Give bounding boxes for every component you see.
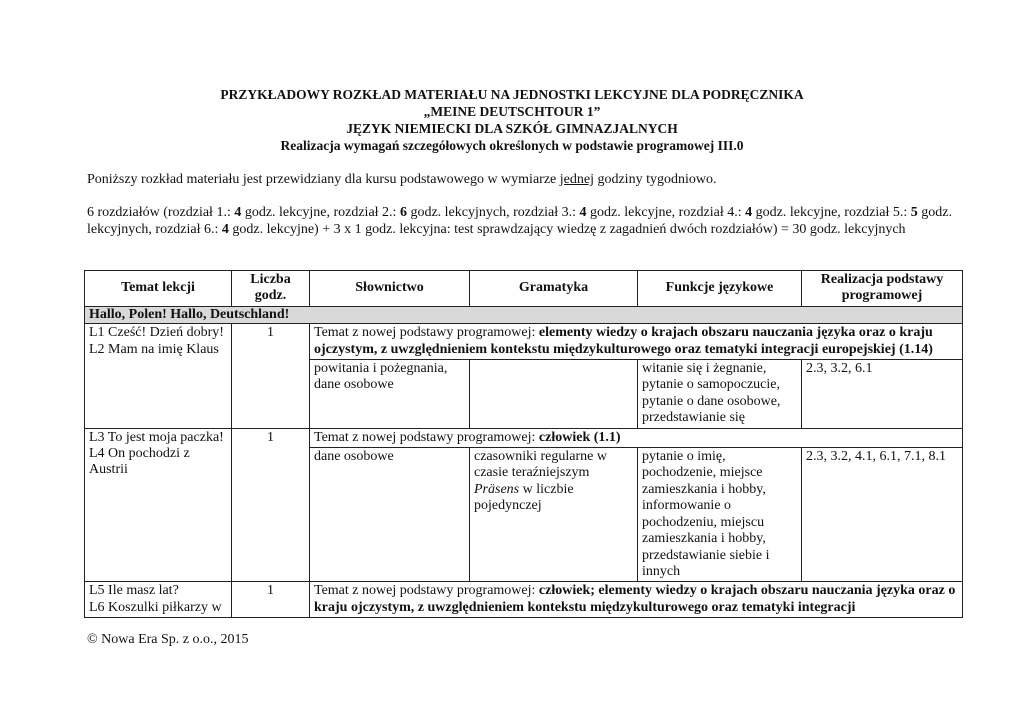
counts-text: 6 rozdziałów (rozdział 1.: <box>87 205 235 220</box>
table-header-row <box>85 271 963 307</box>
hours-cell: 1 <box>232 324 310 428</box>
header-cell-vocab: Słownictwo <box>310 271 470 307</box>
topic-cell <box>310 324 963 360</box>
table-row <box>85 428 963 447</box>
lesson-plan-table <box>84 270 963 618</box>
hours-cell: 1 <box>232 582 310 618</box>
intro-underlined: jednej <box>559 172 594 187</box>
header-cell-topic: Temat lekcji <box>85 271 232 307</box>
section-title: Hallo, Polen! Hallo, Deutschland! <box>85 306 963 323</box>
topic-prefix: Temat z nowej podstawy programowej: <box>314 429 539 445</box>
functions-cell: pytanie o imię, pochodzenie, miejsce zamieszkania i hobby, informowanie o pochodzeniu, miejscu zamieszkania i hobby, przedstawianie siebie i innych <box>638 448 802 582</box>
counts-number: 4 <box>745 205 753 220</box>
counts-text: godz. lekcyjne, rozdział 2.: <box>241 205 400 220</box>
section-row <box>85 306 963 323</box>
functions-cell: witanie się i żegnanie, pytanie o samopoczucie, pytanie o dane osobowe, przedstawianie się <box>638 360 802 429</box>
header-line-1: PRZYKŁADOWY ROZKŁAD MATERIAŁU NA JEDNOSTKI LEKCYJNE DLA PODRĘCZNIKA <box>220 87 804 102</box>
table-row <box>85 324 963 360</box>
counts-number: 4 <box>579 205 587 220</box>
intro-before: Poniższy rozkład materiału jest przewidziany dla kursu podstawowego w wymiarze <box>87 172 560 187</box>
counts-text: godz. lekcyjnych, rozdział 6.: <box>87 205 952 237</box>
intro-after: godziny tygodniowo. <box>593 172 717 187</box>
topic-cell <box>310 582 963 618</box>
topic-text: elementy wiedzy o krajach obszaru nauczania języka oraz o kraju ojczystym, z uwzględnieniem kontekstu międzykulturowego oraz tematyki integracji europejskiej (1.14) <box>314 325 933 357</box>
grammar-text: czasowniki regularne w czasie teraźniejszym <box>474 449 607 481</box>
lesson-cell <box>85 324 232 428</box>
lesson-title: L6 Koszulki piłkarzy w <box>89 599 222 615</box>
counts-text: godz. lekcyjne, rozdział 5.: <box>752 205 911 220</box>
lesson-title: L3 To jest moja paczka! <box>89 429 224 445</box>
vocab-cell: dane osobowe <box>310 448 470 582</box>
lesson-title: L4 On pochodzi z Austrii <box>89 446 190 478</box>
hours-paragraph <box>87 204 967 238</box>
counts-number: 4 <box>221 222 229 237</box>
grammar-cell <box>470 448 638 582</box>
header-line-2: „MEINE DEUTSCHTOUR 1” <box>423 104 601 119</box>
lesson-cell <box>85 428 232 582</box>
topic-prefix: Temat z nowej podstawy programowej: <box>314 325 539 341</box>
header-cell-functions: Funkcje językowe <box>638 271 802 307</box>
grammar-text: w liczbie pojedynczej <box>474 481 574 514</box>
lesson-title: L5 Ile masz lat? <box>89 583 179 599</box>
header-cell-hours: Liczba godz. <box>232 271 310 307</box>
counts-text: godz. lekcyjne) + 3 x 1 godz. lekcyjna: test sprawdzający wiedzę z zagadnień dwóch rozdziałów) = 30 godz. lekcyjnych <box>228 222 906 237</box>
vocab-cell: powitania i pożegnania, dane osobowe <box>310 360 470 429</box>
counts-number: 4 <box>234 205 242 220</box>
counts-number: 5 <box>910 205 918 220</box>
topic-prefix: Temat z nowej podstawy programowej: <box>314 583 539 599</box>
lesson-title: L2 Mam na imię Klaus <box>89 341 219 357</box>
header-cell-curriculum: Realizacja podstawy programowej <box>802 271 963 307</box>
table-row <box>85 582 963 618</box>
topic-text: człowiek; elementy wiedzy o krajach obszaru nauczania języka oraz o kraju ojczystym, z uwzględnieniem kontekstu międzykulturowego oraz tematyki integracji <box>314 583 956 615</box>
lesson-title: L1 Cześć! Dzień dobry! <box>89 325 224 341</box>
curriculum-cell: 2.3, 3.2, 6.1 <box>802 360 963 429</box>
grammar-term: Präsens <box>474 481 520 497</box>
grammar-cell <box>470 360 638 429</box>
header-cell-grammar: Gramatyka <box>470 271 638 307</box>
document-header <box>0 86 1024 154</box>
intro-paragraph <box>87 171 967 188</box>
counts-text: godz. lekcyjne, rozdział 4.: <box>586 205 746 220</box>
header-line-3: JĘZYK NIEMIECKI DLA SZKÓŁ GIMNAZJALNYCH <box>346 121 678 136</box>
counts-number: 6 <box>399 205 407 220</box>
hours-cell: 1 <box>232 428 310 582</box>
counts-text: godz. lekcyjnych, rozdział 3.: <box>406 205 580 220</box>
topic-text: człowiek (1.1) <box>538 429 621 445</box>
curriculum-cell: 2.3, 3.2, 4.1, 6.1, 7.1, 8.1 <box>802 448 963 582</box>
topic-cell <box>310 428 963 447</box>
lesson-cell <box>85 582 232 618</box>
header-line-4: Realizacja wymagań szczegółowych określonych w podstawie programowej III.0 <box>280 138 744 153</box>
copyright-footer: © Nowa Era Sp. z o.o., 2015 <box>87 632 249 647</box>
